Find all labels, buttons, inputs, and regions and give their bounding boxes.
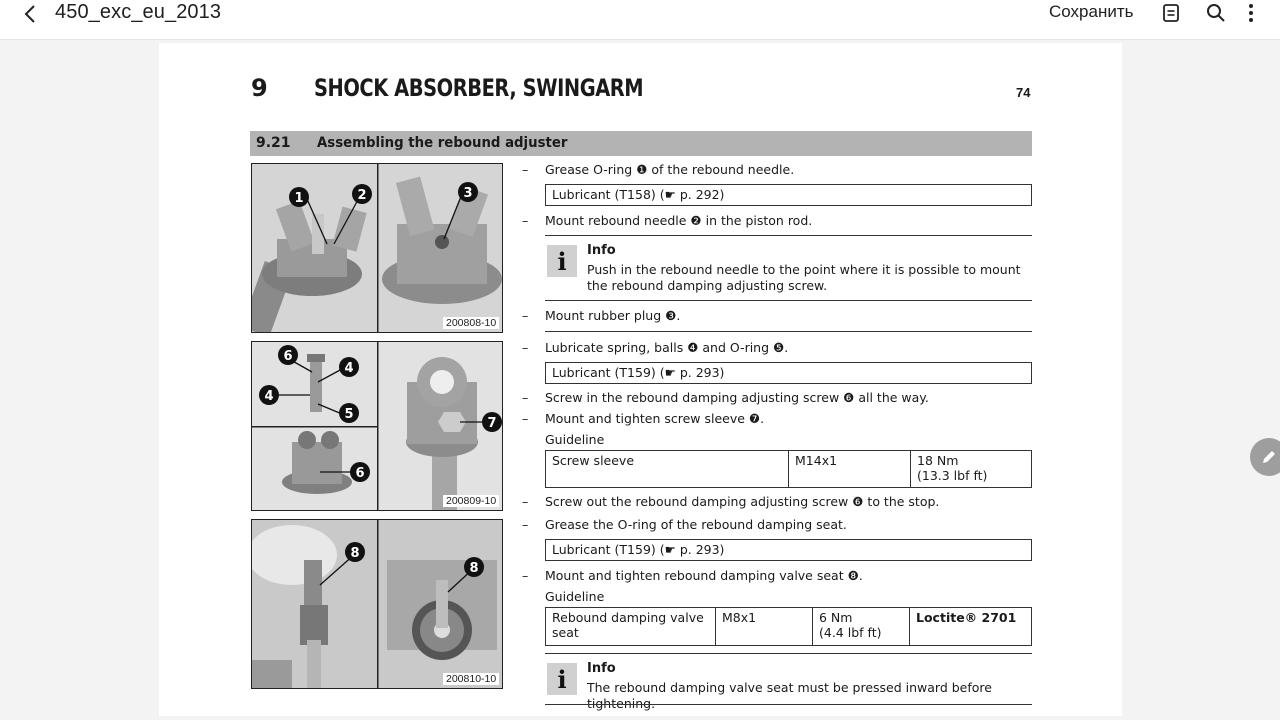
page-number: 74 xyxy=(1016,85,1031,100)
callout-2: 2 xyxy=(357,188,367,203)
back-icon xyxy=(23,4,37,24)
bullet-dash: – xyxy=(522,390,529,405)
info-rule-top xyxy=(545,653,1032,654)
bullet-dash: – xyxy=(522,308,529,323)
callout-6b: 6 xyxy=(355,466,365,481)
bullet-dash: – xyxy=(522,568,529,583)
info-heading: Info xyxy=(587,661,616,676)
edit-button[interactable] xyxy=(1250,438,1280,476)
info-icon: i xyxy=(547,245,577,277)
info-text: Push in the rebound needle to the point where it is possible to mount the rebound damping adjusting screw. xyxy=(587,262,1021,293)
step-screw-in: Screw in the rebound damping adjusting screw ❻ all the way. xyxy=(545,390,929,405)
bullet-dash: – xyxy=(522,517,529,532)
search-button[interactable] xyxy=(1203,0,1229,26)
info-heading: Info xyxy=(587,243,616,258)
chapter-number: 9 xyxy=(251,74,268,102)
pencil-icon xyxy=(1260,448,1278,466)
table-cell: 18 Nm (13.3 lbf ft) xyxy=(911,451,1032,488)
callout-8a: 8 xyxy=(350,546,360,561)
bullet-dash: – xyxy=(522,340,529,355)
step-lubricate-spring: Lubricate spring, balls ❹ and O-ring ❺. xyxy=(545,340,789,355)
guideline-table-2 xyxy=(545,607,1032,646)
step-valve-seat: Mount and tighten rebound damping valve seat ❽. xyxy=(545,568,863,583)
step-screw-sleeve: Mount and tighten screw sleeve ❼. xyxy=(545,411,765,426)
info-rule-bottom xyxy=(545,704,1032,705)
document-title: 450_exc_eu_2013 xyxy=(55,1,222,23)
lubricant-box-3: Lubricant (T159) (☛ p. 293) xyxy=(545,539,1032,561)
bullet-dash: – xyxy=(522,494,529,509)
table-cell: M8x1 xyxy=(716,608,813,646)
save-button[interactable]: Сохранить xyxy=(1049,2,1134,21)
figure-200809 xyxy=(251,341,503,511)
info-icon: i xyxy=(547,663,577,695)
table-cell: Loctite® 2701 xyxy=(910,608,1032,646)
section-number: 9.21 xyxy=(256,135,291,151)
callout-1: 1 xyxy=(294,191,304,206)
bullet-dash: – xyxy=(522,162,529,177)
section-header xyxy=(250,131,1032,156)
table-row xyxy=(546,608,1032,646)
figure-photo-3 xyxy=(252,520,503,689)
table-cell: 6 Nm (4.4 lbf ft) xyxy=(813,608,910,646)
bullet-dash: – xyxy=(522,411,529,426)
table-row xyxy=(546,451,1032,488)
callout-8b: 8 xyxy=(469,561,479,576)
figure-id: 200808-10 xyxy=(443,317,499,329)
bookmark-button[interactable] xyxy=(1158,0,1184,26)
info-rule-bottom xyxy=(545,300,1032,301)
lubricant-box-1: Lubricant (T158) (☛ p. 292) xyxy=(545,184,1032,206)
figure-photo-1 xyxy=(252,164,503,333)
document-page xyxy=(159,43,1122,716)
figure-200808 xyxy=(251,163,503,333)
step-mount-needle: Mount rebound needle ❷ in the piston rod. xyxy=(545,213,813,228)
more-button[interactable] xyxy=(1238,0,1264,26)
callout-3: 3 xyxy=(463,186,473,201)
section-title: Assembling the rebound adjuster xyxy=(317,135,568,151)
chapter-title: SHOCK ABSORBER, SWINGARM xyxy=(314,74,644,102)
step-screw-out: Screw out the rebound damping adjusting screw ❻ to the stop. xyxy=(545,494,940,509)
app-bar xyxy=(0,0,1280,40)
callout-4a: 4 xyxy=(344,361,354,376)
step-grease-o-ring: Grease O-ring ❶ of the rebound needle. xyxy=(545,162,795,177)
search-icon xyxy=(1206,3,1226,23)
more-icon xyxy=(1248,3,1254,23)
info-text: The rebound damping valve seat must be pressed inward before tightening. xyxy=(587,680,992,711)
callout-4b: 4 xyxy=(264,389,274,404)
callout-6: 6 xyxy=(283,349,293,364)
figure-id: 200810-10 xyxy=(443,673,499,685)
callout-5: 5 xyxy=(344,407,354,422)
step-grease-seat: Grease the O-ring of the rebound damping seat. xyxy=(545,517,847,532)
back-button[interactable] xyxy=(14,0,46,28)
guideline-table-1 xyxy=(545,450,1032,488)
divider xyxy=(545,331,1032,332)
guideline-label-2: Guideline xyxy=(545,589,605,604)
lubricant-box-2: Lubricant (T159) (☛ p. 293) xyxy=(545,362,1032,384)
callout-7: 7 xyxy=(487,416,497,431)
figure-photo-2 xyxy=(252,342,503,511)
bullet-dash: – xyxy=(522,213,529,228)
table-cell: Rebound damping valve seat xyxy=(546,608,716,646)
table-cell: M14x1 xyxy=(789,451,911,488)
bookmark-icon xyxy=(1162,3,1180,23)
guideline-label-1: Guideline xyxy=(545,432,605,447)
info-rule-top xyxy=(545,235,1032,236)
step-rubber-plug: Mount rubber plug ❸. xyxy=(545,308,681,323)
figure-id: 200809-10 xyxy=(443,495,499,507)
figure-200810 xyxy=(251,519,503,689)
table-cell: Screw sleeve xyxy=(546,451,789,488)
